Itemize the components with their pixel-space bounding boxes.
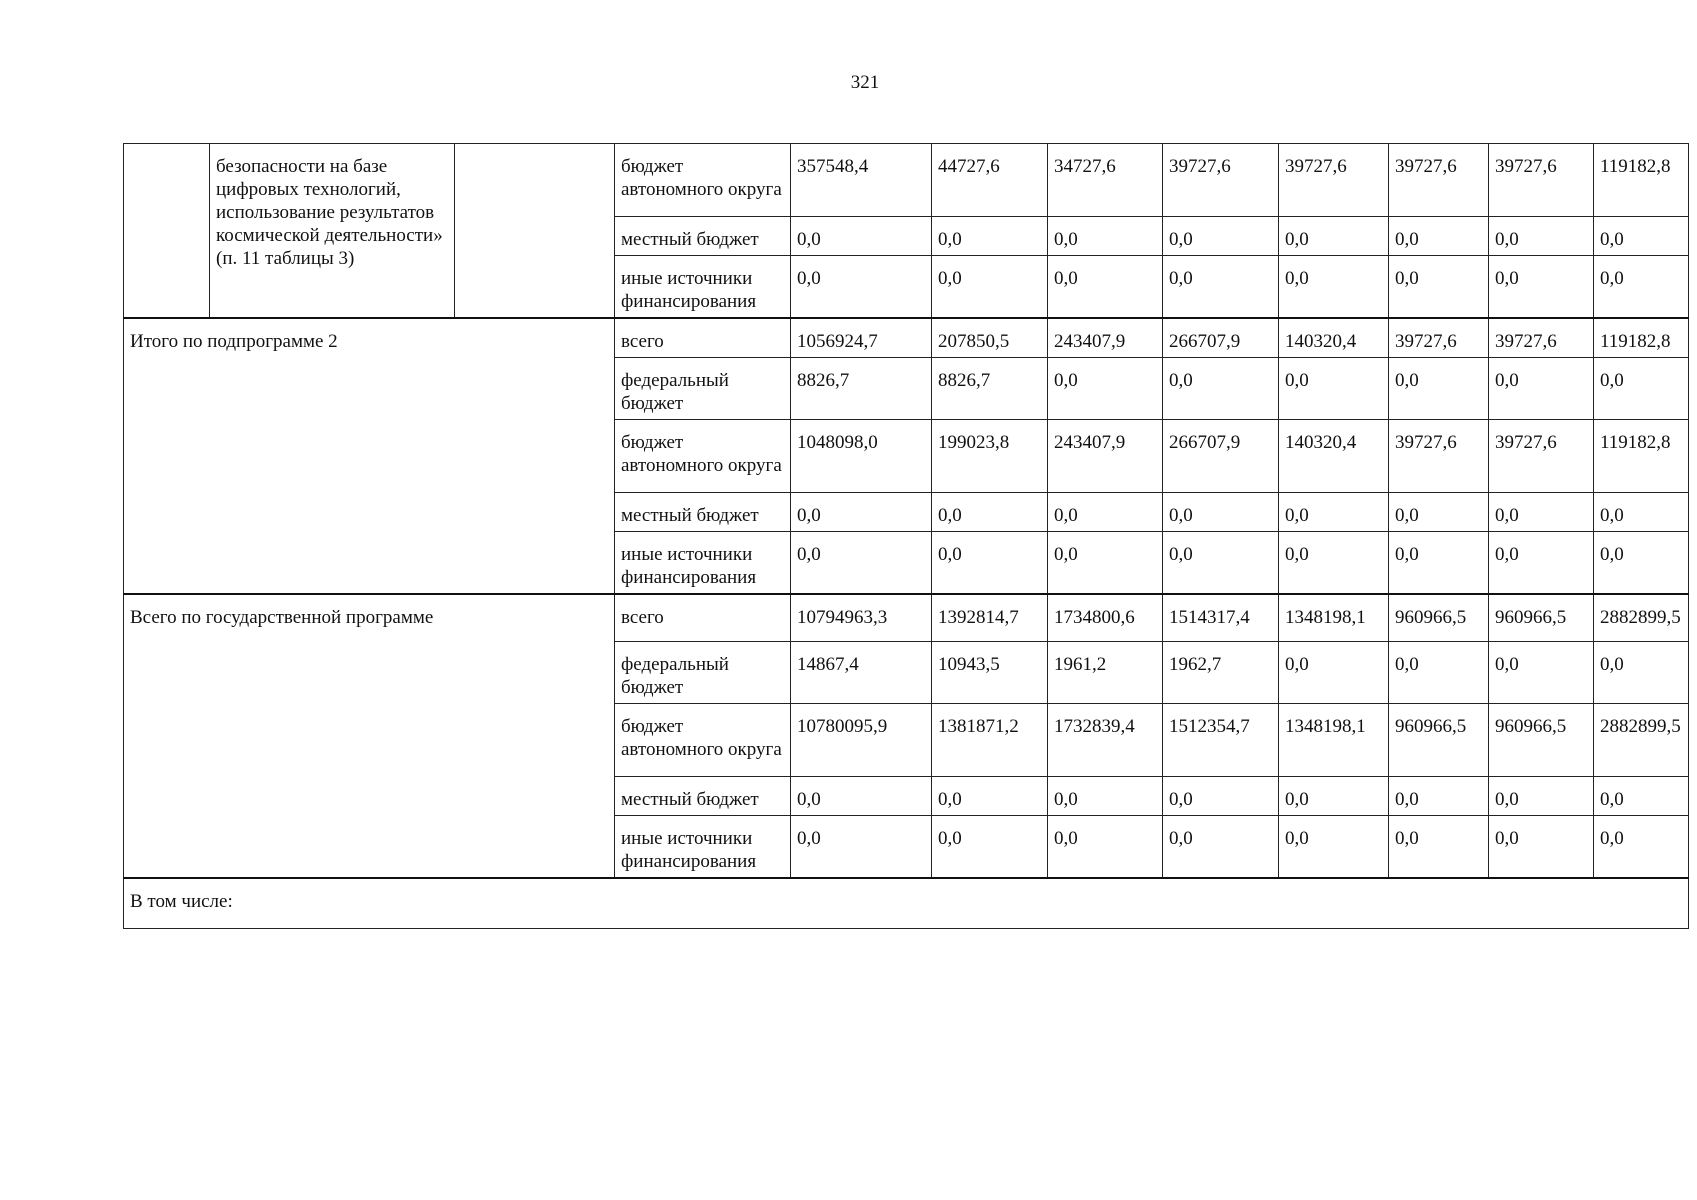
value-cell: 39727,6 [1389,420,1489,493]
value-cell: 0,0 [1048,815,1163,878]
value-cell: 2882899,5 [1594,594,1689,641]
executor-cell [455,144,615,319]
value-cell: 0,0 [1594,493,1689,532]
value-cell: 39727,6 [1489,144,1594,217]
value-cell: 14867,4 [791,641,932,703]
value-cell: 960966,5 [1389,703,1489,776]
value-cell: 34727,6 [1048,144,1163,217]
table-row [124,318,1689,358]
value-cell: 8826,7 [791,358,932,420]
value-cell: 10943,5 [932,641,1048,703]
value-cell: 39727,6 [1489,420,1594,493]
value-cell: 0,0 [1489,256,1594,319]
value-cell: 0,0 [1048,532,1163,595]
value-cell: 1961,2 [1048,641,1163,703]
value-cell: 0,0 [1489,815,1594,878]
value-cell: 0,0 [1279,815,1389,878]
value-cell: 0,0 [1389,256,1489,319]
value-cell: 0,0 [1163,493,1279,532]
value-cell: 0,0 [1048,493,1163,532]
value-cell: 39727,6 [1489,318,1594,358]
funding-source: бюджет автономного округа [615,703,791,776]
value-cell: 0,0 [1048,358,1163,420]
number-cell [124,144,210,319]
table-row [124,878,1689,929]
value-cell: 0,0 [1594,217,1689,256]
value-cell: 0,0 [1279,493,1389,532]
value-cell: 0,0 [791,256,932,319]
value-cell: 0,0 [1163,532,1279,595]
value-cell: 39727,6 [1389,144,1489,217]
subprogram-total-label: Итого по подпрограмме 2 [124,318,615,594]
program-total-label: Всего по государственной программе [124,594,615,878]
value-cell: 1048098,0 [791,420,932,493]
value-cell: 266707,9 [1163,318,1279,358]
value-cell: 119182,8 [1594,420,1689,493]
value-cell: 0,0 [791,776,932,815]
funding-source: федеральный бюджет [615,358,791,420]
value-cell: 1348198,1 [1279,703,1389,776]
value-cell: 0,0 [1389,217,1489,256]
value-cell: 1732839,4 [1048,703,1163,776]
value-cell: 0,0 [1489,358,1594,420]
value-cell: 119182,8 [1594,318,1689,358]
value-cell: 1514317,4 [1163,594,1279,641]
table-row [124,144,1689,217]
value-cell: 960966,5 [1489,594,1594,641]
value-cell: 0,0 [1594,641,1689,703]
value-cell: 0,0 [791,532,932,595]
value-cell: 0,0 [932,776,1048,815]
value-cell: 140320,4 [1279,318,1389,358]
funding-source: иные источники финансирования [615,256,791,319]
value-cell: 0,0 [1389,641,1489,703]
value-cell: 44727,6 [932,144,1048,217]
value-cell: 0,0 [932,217,1048,256]
table-row [124,594,1689,641]
value-cell: 0,0 [1489,641,1594,703]
value-cell: 960966,5 [1489,703,1594,776]
value-cell: 2882899,5 [1594,703,1689,776]
value-cell: 0,0 [1489,532,1594,595]
value-cell: 199023,8 [932,420,1048,493]
value-cell: 0,0 [1489,217,1594,256]
value-cell: 0,0 [1163,217,1279,256]
funding-source: местный бюджет [615,776,791,815]
value-cell: 0,0 [1489,493,1594,532]
value-cell: 0,0 [791,493,932,532]
value-cell: 357548,4 [791,144,932,217]
value-cell: 1962,7 [1163,641,1279,703]
value-cell: 0,0 [791,815,932,878]
value-cell: 0,0 [1389,358,1489,420]
funding-source: всего [615,318,791,358]
value-cell: 0,0 [1389,815,1489,878]
funding-source: федеральный бюджет [615,641,791,703]
value-cell: 1056924,7 [791,318,932,358]
activity-description: безопасности на базе цифровых технологий, использование результатов космической деятельности» (п. 11 таблицы 3) [210,144,455,319]
value-cell: 0,0 [1389,493,1489,532]
value-cell: 243407,9 [1048,318,1163,358]
funding-source: бюджет автономного округа [615,144,791,217]
funding-source: бюджет автономного округа [615,420,791,493]
value-cell: 10794963,3 [791,594,932,641]
value-cell: 0,0 [1594,256,1689,319]
value-cell: 0,0 [932,256,1048,319]
funding-source: всего [615,594,791,641]
value-cell: 0,0 [1594,532,1689,595]
value-cell: 0,0 [1163,256,1279,319]
value-cell: 1381871,2 [932,703,1048,776]
value-cell: 0,0 [1594,815,1689,878]
value-cell: 0,0 [932,815,1048,878]
value-cell: 1392814,7 [932,594,1048,641]
value-cell: 0,0 [1279,776,1389,815]
value-cell: 960966,5 [1389,594,1489,641]
value-cell: 0,0 [932,493,1048,532]
value-cell: 207850,5 [932,318,1048,358]
value-cell: 0,0 [1594,358,1689,420]
value-cell: 1734800,6 [1048,594,1163,641]
value-cell: 39727,6 [1389,318,1489,358]
value-cell: 0,0 [1279,358,1389,420]
value-cell: 0,0 [1279,641,1389,703]
value-cell: 266707,9 [1163,420,1279,493]
value-cell: 0,0 [1163,815,1279,878]
value-cell: 119182,8 [1594,144,1689,217]
value-cell: 0,0 [1048,217,1163,256]
value-cell: 0,0 [1279,532,1389,595]
value-cell: 0,0 [1389,532,1489,595]
value-cell: 0,0 [1048,776,1163,815]
funding-source: местный бюджет [615,217,791,256]
value-cell: 39727,6 [1279,144,1389,217]
funding-source: иные источники финансирования [615,532,791,595]
value-cell: 39727,6 [1163,144,1279,217]
value-cell: 0,0 [932,532,1048,595]
value-cell: 0,0 [1389,776,1489,815]
value-cell: 0,0 [791,217,932,256]
value-cell: 0,0 [1163,776,1279,815]
budget-table [123,143,1689,929]
value-cell: 8826,7 [932,358,1048,420]
value-cell: 10780095,9 [791,703,932,776]
page-number: 321 [850,72,880,93]
funding-source: иные источники финансирования [615,815,791,878]
value-cell: 0,0 [1279,217,1389,256]
value-cell: 140320,4 [1279,420,1389,493]
value-cell: 243407,9 [1048,420,1163,493]
value-cell: 1512354,7 [1163,703,1279,776]
value-cell: 0,0 [1163,358,1279,420]
value-cell: 0,0 [1048,256,1163,319]
value-cell: 0,0 [1489,776,1594,815]
value-cell: 0,0 [1594,776,1689,815]
value-cell: 0,0 [1279,256,1389,319]
including-label: В том числе: [124,878,1689,929]
funding-source: местный бюджет [615,493,791,532]
value-cell: 1348198,1 [1279,594,1389,641]
